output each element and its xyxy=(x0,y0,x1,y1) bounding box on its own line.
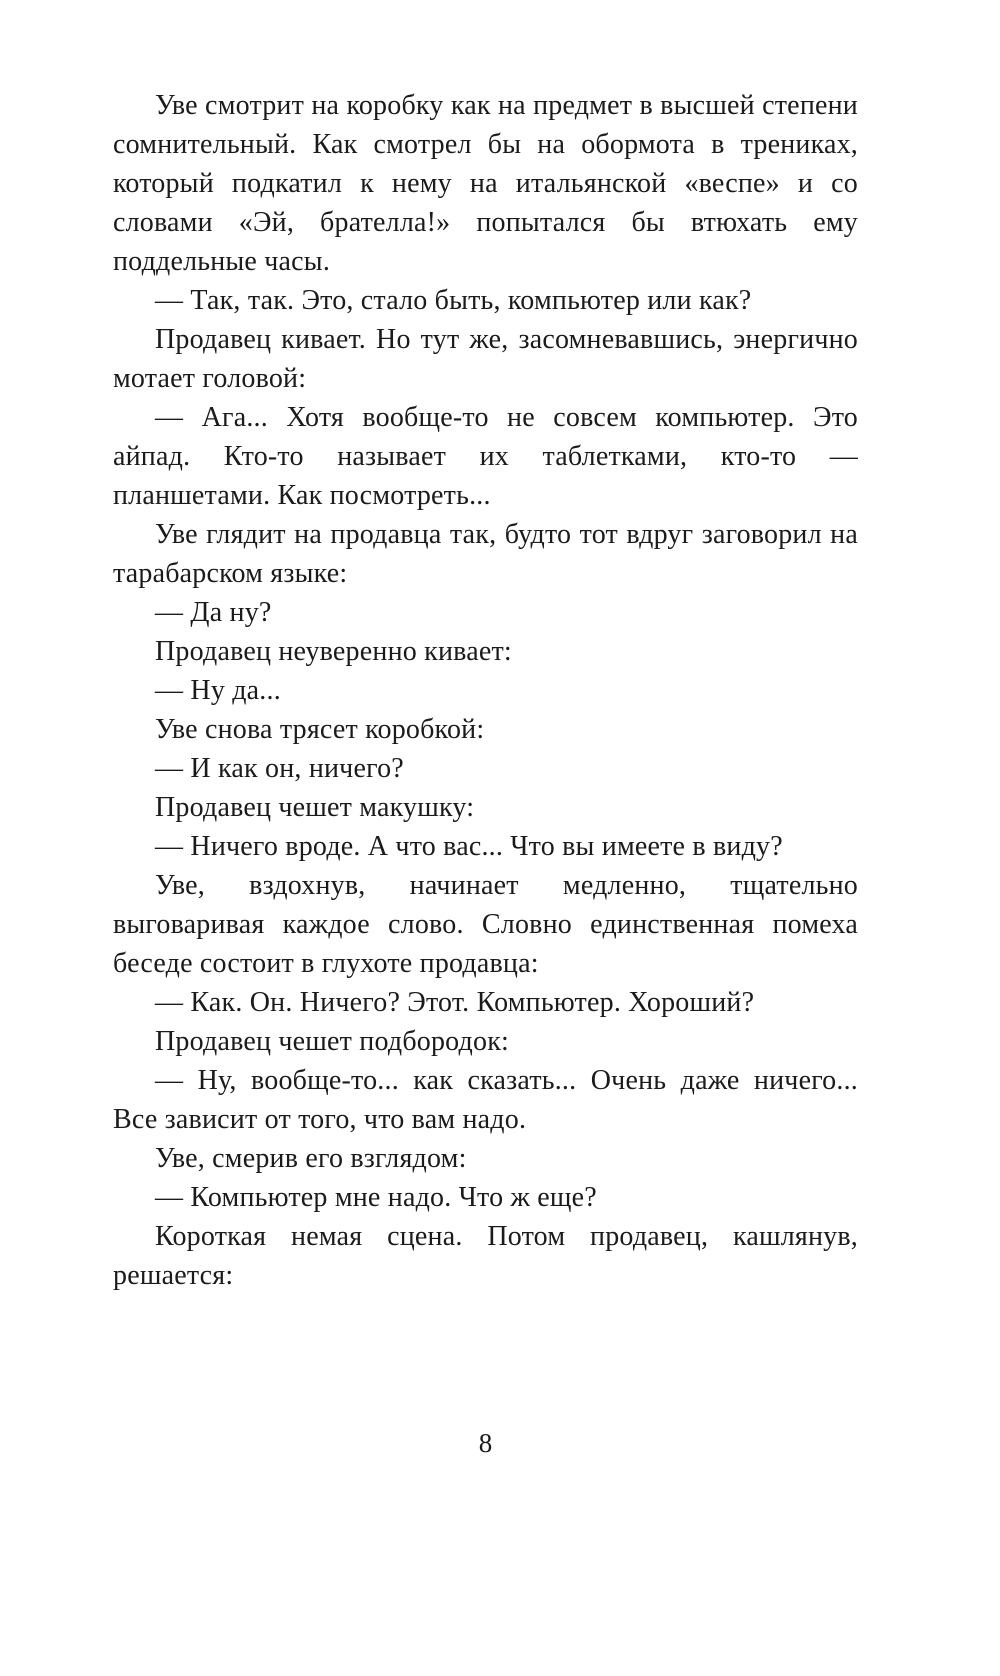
paragraph: Уве глядит на продавца так, будто тот вдруг заговорил на тарабарском языке: xyxy=(113,519,858,589)
paragraph: Уве, вздохнув, начинает медленно, тщательно выговаривая каждое слово. Словно единственная помеха беседе состоит в глухоте продавца: xyxy=(113,870,858,979)
dialogue-paragraph: — И как он, ничего? xyxy=(155,753,404,784)
paragraph: Уве, смерив его взглядом: xyxy=(155,1143,467,1174)
dialogue-paragraph: — Как. Он. Ничего? Этот. Компьютер. Хороший? xyxy=(155,987,755,1018)
dialogue-paragraph: — Ничего вроде. А что вас... Что вы имеете в виду? xyxy=(155,831,783,862)
dialogue-paragraph: — Так, так. Это, стало быть, компьютер или как? xyxy=(155,285,752,316)
text-block xyxy=(113,86,858,1295)
paragraph: Уве снова трясет коробкой: xyxy=(155,714,485,745)
dialogue-paragraph: — Ну да... xyxy=(155,675,281,706)
paragraph: Продавец чешет подбородок: xyxy=(155,1026,509,1057)
dialogue-paragraph: — Ага... Хотя вообще-то не совсем компьютер. Это айпад. Кто-то называет их таблетками, кто-то — планшетами. Как посмотреть... xyxy=(113,402,858,511)
paragraph: Продавец чешет макушку: xyxy=(155,792,475,823)
dialogue-paragraph: — Да ну? xyxy=(155,597,272,628)
paragraph: Уве смотрит на коробку как на предмет в высшей степени сомнительный. Как смотрел бы на обормота в трениках, который подкатил к нему на итальянской «веспе» и со словами «Эй, брателла!» попытался бы втюхать ему поддельные часы. xyxy=(113,90,858,277)
paragraph: Продавец неуверенно кивает: xyxy=(155,636,512,667)
dialogue-paragraph: — Ну, вообще-то... как сказать... Очень даже ничего... Все зависит от того, что вам надо. xyxy=(113,1065,858,1135)
dialogue-paragraph: — Компьютер мне надо. Что ж еще? xyxy=(155,1182,597,1213)
page-number: 8 xyxy=(478,1428,493,1458)
paragraph: Продавец кивает. Но тут же, засомневавшись, энергично мотает головой: xyxy=(113,324,858,394)
paragraph: Короткая немая сцена. Потом продавец, кашлянув, решается: xyxy=(113,1221,858,1291)
